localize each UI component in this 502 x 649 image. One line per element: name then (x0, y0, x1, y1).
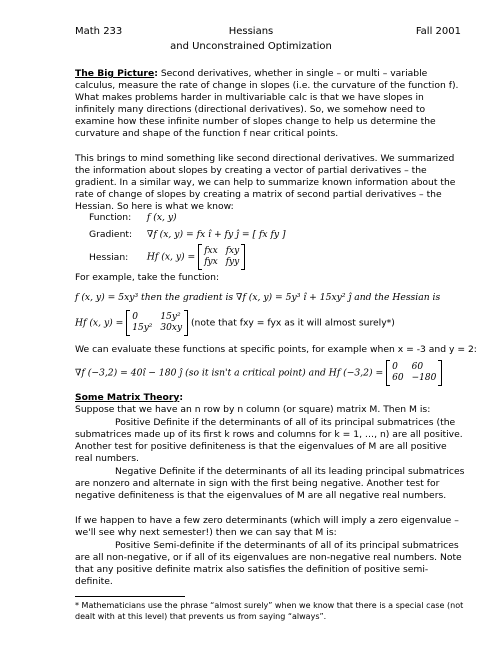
big-picture-paragraph: The Big Picture: Second derivatives, whether in single – or multi – variable calculus, measure the rate of change in slopes (i.e. the curvature of the function f). What makes problems harder in multivariable calc is that we have slopes in infinitely many directions (directional derivatives). So, we somehow need to examine how these infinite number of slopes change to help us determine the curvature and shape of the function f near critical points. (75, 68, 459, 139)
hessian-matrix: fxx fxy fyx fyy (198, 244, 245, 270)
evaluated-hessian-matrix: 0 60 60 −180 (386, 360, 442, 386)
term: Fall 2001 (415, 26, 461, 37)
example-line-3: We can evaluate these functions at specific points, for example when x = -3 and y = 2: (75, 344, 477, 355)
hessian-def: Hessian: Hf (x, y) = fxx fxy fyx fyy (75, 244, 245, 270)
matrix-theory-heading-line: Some Matrix Theory: (75, 392, 184, 403)
example-line-4: ∇f (−3,2) = 40î − 180 ĵ (so it isn't a critical point) and Hf (−3,2) = 0 60 60 −180 (75, 360, 442, 386)
function-def: Function: f (x, y) (89, 212, 177, 223)
matrix-theory-intro: Suppose that we have an n row by n column (or square) matrix M. Then M is: (75, 404, 431, 415)
positive-definite-paragraph: Positive Definite if the determinants of all of its principal submatrices (the submatrices made up of its first k rows and columns for k = 1, …, n) are all positive. Another test for positive definiteness is that the eigenvalues of M are all positive real numbers. (75, 417, 463, 464)
gradient-def: Gradient: ∇f (x, y) = fx î + fy ĵ = [ fx fy ] (89, 229, 286, 240)
semi-definite-paragraph: Positive Semi-definite if the determinants of all of its principal submatrices are all non-negative, or if all of its eigenvalues are non-negative real numbers. Note that any positive definite matrix also satisfies the definition of positive semi-definite. (75, 540, 462, 587)
negative-definite-paragraph: Negative Definite if the determinants of all its leading principal submatrices are nonzero and alternate in sign with the first being negative. Another test for negative definiteness is that the eigenvalues of M are all negative real numbers. (75, 466, 465, 501)
page-subtitle: and Unconstrained Optimization (170, 41, 332, 52)
zero-determinant-paragraph: If we happen to have a few zero determinants (which will imply a zero eigenvalue – we'll see why next semester!) then we can say that M is: (75, 515, 459, 538)
big-picture-heading: The Big Picture (75, 68, 155, 79)
footnote: * Mathematicians use the phrase “almost surely” when we know that there is a special case (not dealt with at this level) that prevents us from saying “always”. (75, 601, 464, 621)
example-line-1: f (x, y) = 5xy³ then the gradient is ∇f (x, y) = 5y³ î + 15xy² ĵ and the Hessian is (75, 292, 441, 303)
footnote-rule (75, 596, 185, 597)
example-line-2: Hf (x, y) = 0 15y² 15y² 30xy (note that fxy = fyx as it will almost surely*) (75, 310, 395, 336)
example-lead: For example, take the function: (75, 272, 220, 283)
intro-paragraph: This brings to mind something like second directional derivatives. We summarized the information about slopes by creating a vector of partial derivatives – the gradient. In a similar way, we can help to summarize known information about the rate of change of slopes by creating a matrix of second partial derivatives – the Hessian. So here is what we know: (75, 153, 456, 212)
page-title: Hessians (228, 26, 274, 37)
big-picture-text: Second derivatives, whether in single – or multi – variable calculus, measure the rate of change in slopes (i.e. the curvature of the function f). What makes problems harder in multivariable calc is that we have slopes in infinitely many directions (directional derivatives). So, we somehow need to examine how these infinite number of slopes change to help us determine the curvature and shape of the function f near critical points. (75, 68, 459, 139)
matrix-theory-heading: Some Matrix Theory (75, 392, 180, 403)
example-hessian-matrix: 0 15y² 15y² 30xy (126, 310, 188, 336)
course-name: Math 233 (75, 26, 123, 37)
